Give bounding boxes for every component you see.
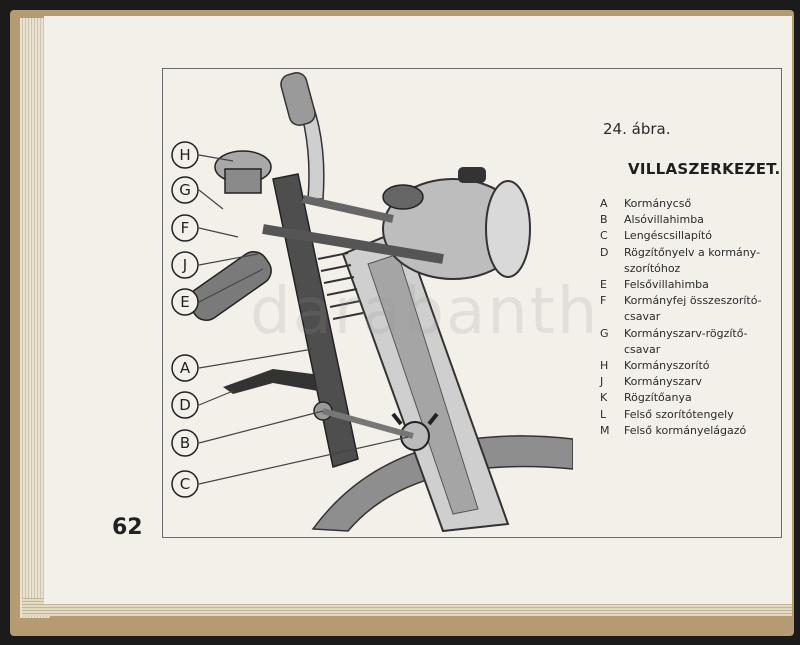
legend-key: E (600, 278, 607, 292)
callout-f (172, 215, 198, 241)
legend-item (600, 277, 790, 293)
callout-f-label: F (180, 219, 190, 237)
legend-text: Kormányfej összeszorító- csavar (624, 294, 762, 324)
callout-c-label: C (179, 475, 191, 493)
figure-title: VILLASZERKEZET. (628, 160, 781, 178)
legend-key: D (600, 245, 609, 259)
callout-j-label: J (182, 256, 188, 274)
callout-b (172, 430, 198, 456)
watermark: darabanth (250, 275, 600, 349)
page-number: 62 (112, 515, 143, 540)
legend-item (600, 212, 790, 228)
legend-text: Lengéscsillapító (624, 229, 712, 243)
legend-item (600, 245, 790, 277)
callout-h (172, 142, 198, 168)
legend-key: G (600, 326, 609, 340)
legend-key: F (600, 294, 607, 308)
legend-key: A (600, 197, 608, 210)
callout-g (172, 177, 198, 203)
callout-d-label: D (179, 396, 191, 414)
legend-key: L (600, 407, 607, 421)
legend-item (600, 358, 790, 374)
legend-key: M (600, 423, 610, 437)
callout-d (172, 392, 198, 418)
callout-h-label: H (179, 146, 191, 164)
legend-key: C (600, 229, 608, 243)
figure-legend (600, 196, 790, 439)
legend-text: Kormányszorító (624, 359, 710, 373)
legend-item (600, 293, 790, 325)
legend-item (600, 390, 790, 406)
legend-key: B (600, 213, 608, 227)
legend-item (600, 196, 790, 212)
legend-text: Kormányszarv (624, 375, 702, 389)
callout-e (172, 289, 198, 315)
legend-item (600, 228, 790, 244)
legend-text: Rögzítőanya (624, 391, 692, 405)
legend-item (600, 374, 790, 390)
legend-text: Alsóvillahimba (624, 213, 704, 227)
callout-j (172, 252, 198, 278)
legend-key: H (600, 359, 609, 373)
callout-a (172, 355, 198, 381)
legend-text: Rögzítőnyelv a kormány- szorítóhoz (624, 245, 761, 275)
callout-a-label: A (179, 359, 191, 377)
callout-e-label: E (180, 293, 190, 311)
callout-g-label: G (179, 181, 191, 199)
legend-text: Kormányszarv-rögzítő- csavar (624, 326, 748, 356)
legend-item (600, 326, 790, 358)
legend-text: Felsővillahimba (624, 278, 709, 292)
legend-key: K (600, 391, 608, 405)
legend-text: Felső szorítótengely (624, 407, 734, 421)
legend-key: J (600, 375, 604, 389)
callout-b-label: B (179, 434, 191, 452)
figure-number: 24. ábra. (603, 120, 671, 138)
legend-text: Kormánycső (624, 197, 692, 210)
legend-text: Felső kormányelágazó (624, 423, 747, 437)
callout-c (172, 471, 198, 497)
legend-item (600, 423, 790, 439)
legend-item (600, 407, 790, 423)
